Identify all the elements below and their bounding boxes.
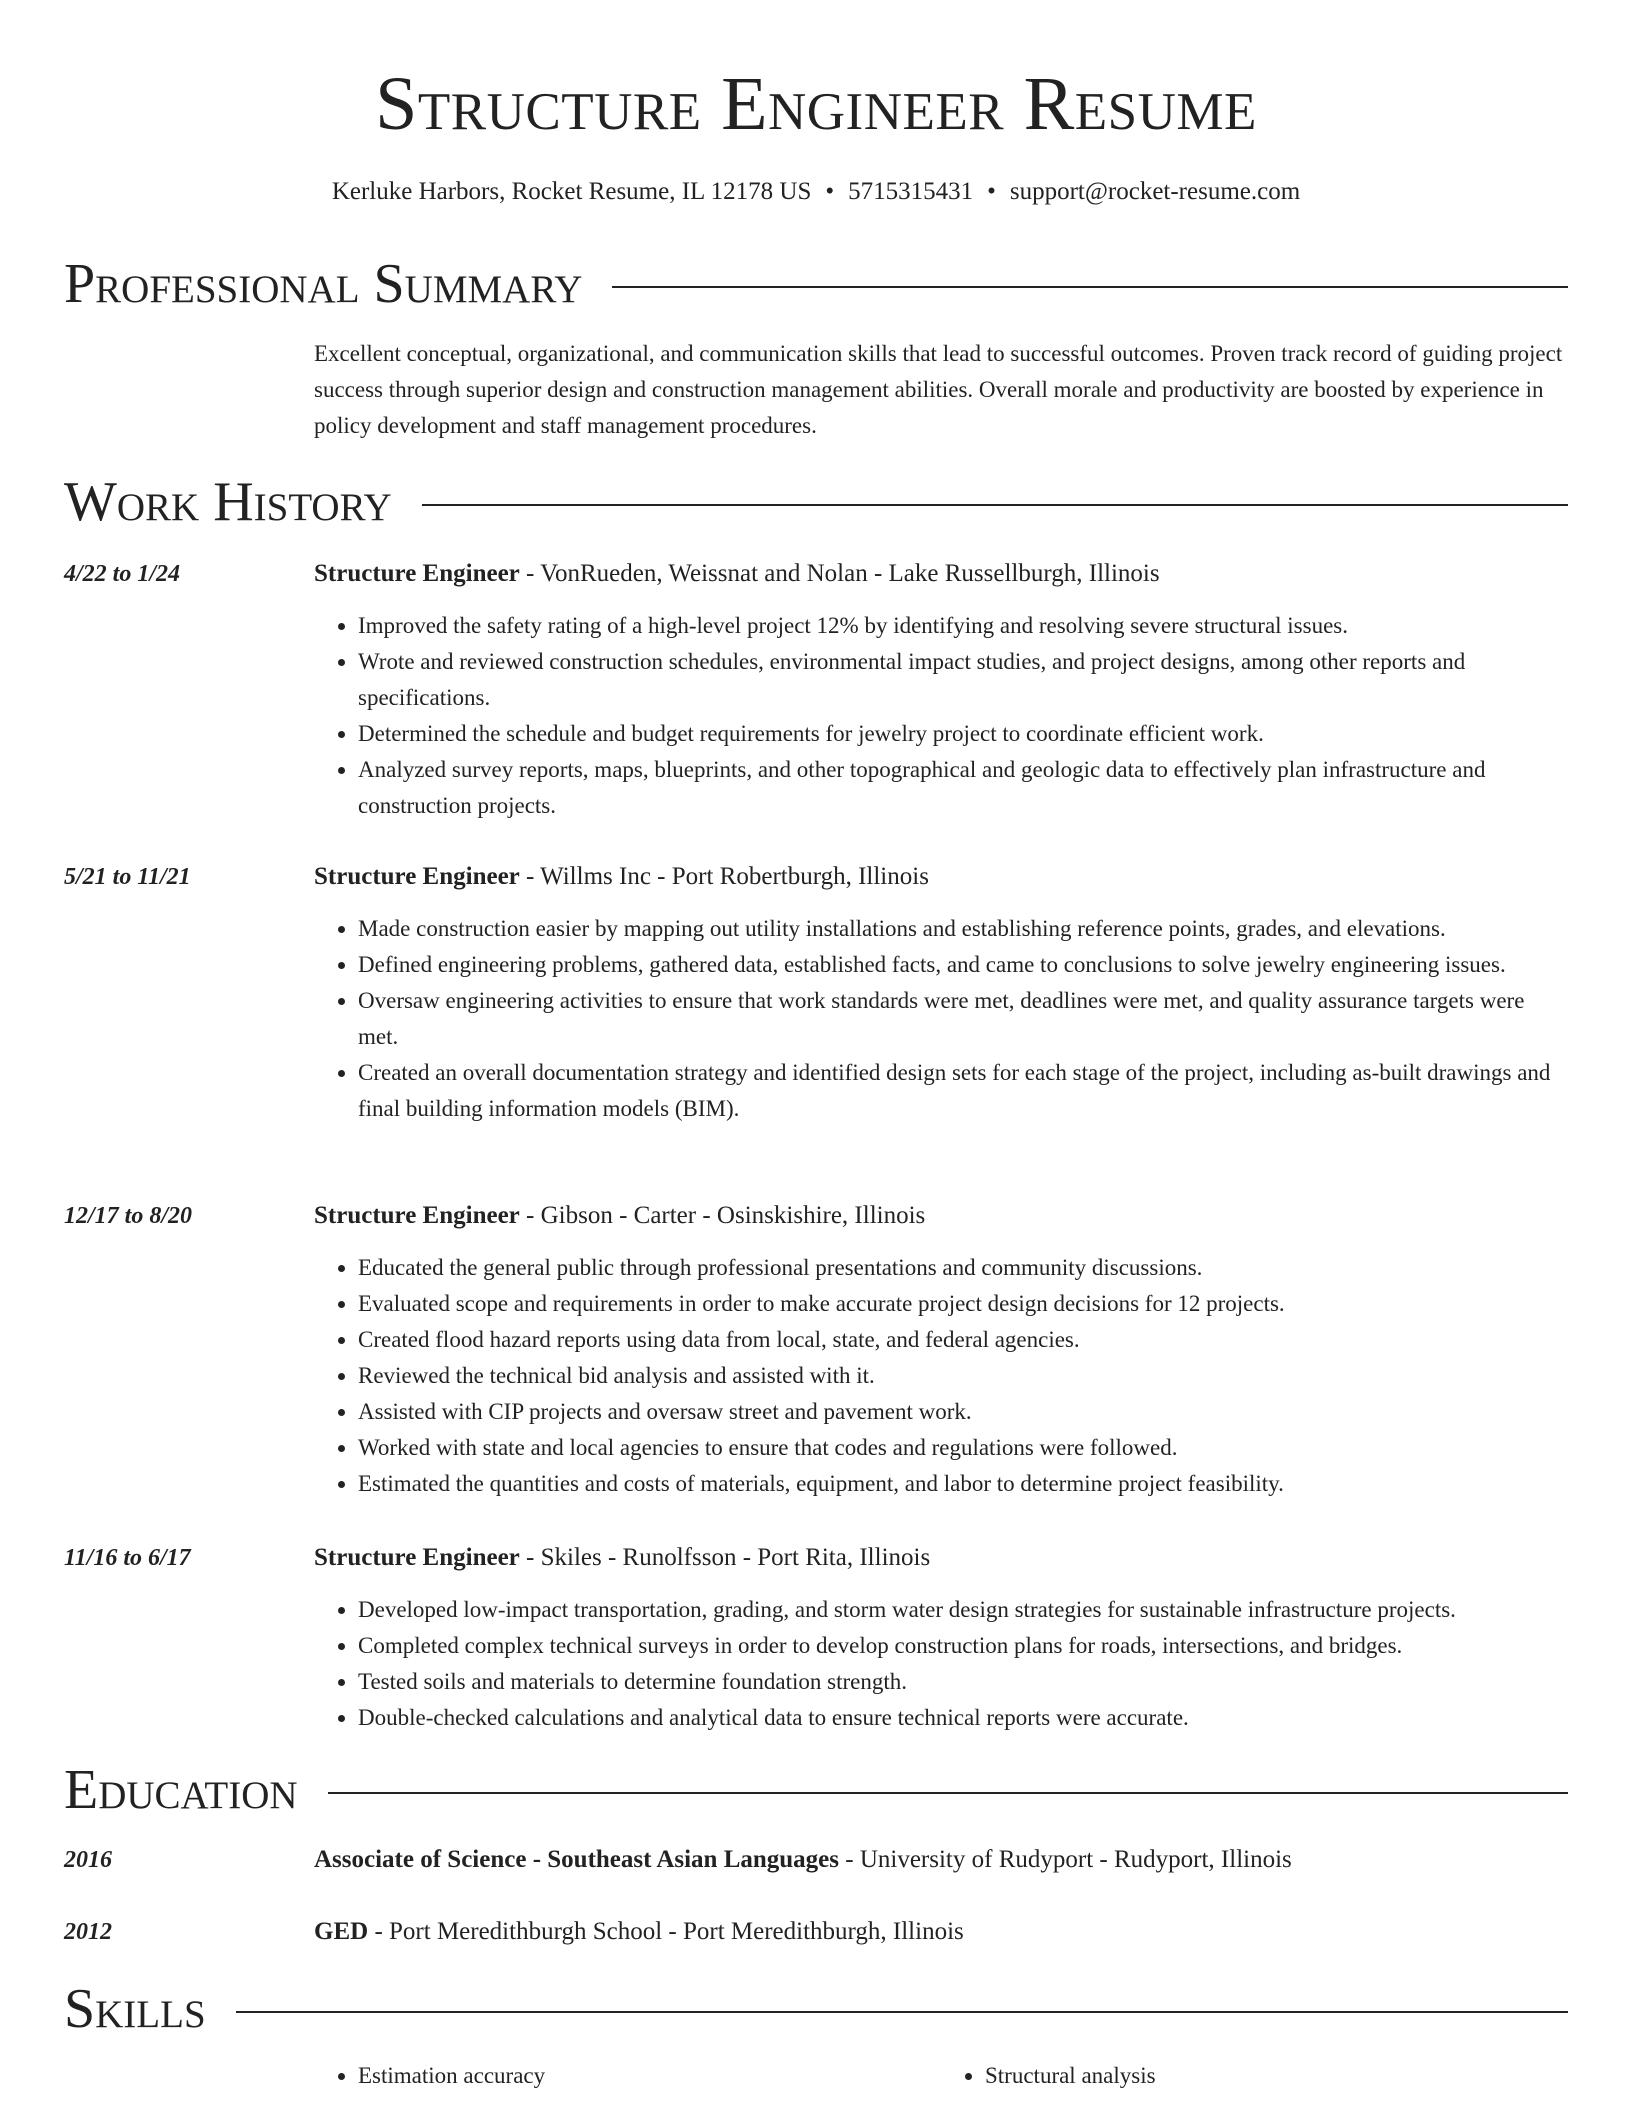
summary-heading: Professional Summary — [64, 253, 583, 315]
job-title: Structure Engineer — [314, 560, 520, 587]
education-details: - Port Meredithburgh School - Port Meredithburgh, Illinois — [368, 1918, 964, 1945]
list-item: • Worked with state and local agencies to ensure that codes and regulations were followed. — [358, 1430, 1568, 1466]
list-item: • Evaluated scope and requirements in order to make accurate project design decisions for 12 projects. — [358, 1286, 1568, 1322]
list-item: • Estimated the quantities and costs of materials, equipment, and labor to determine project feasibility. — [358, 1466, 1568, 1502]
job-details: - Skiles - Runolfsson - Port Rita, Illinois — [519, 1544, 931, 1571]
work-section-heading — [64, 470, 1568, 534]
list-item: • Created an overall documentation strategy and identified design sets for each stage of the project, including as-built drawings and final building information models (BIM). — [358, 1055, 1568, 1127]
work-heading: Work History — [64, 471, 392, 533]
education-degree: GED — [314, 1918, 369, 1945]
list-item: • Developed low-impact transportation, grading, and storm water design strategies for sustainable infrastructure projects. — [358, 1592, 1568, 1628]
education-entry — [314, 1842, 1568, 1878]
skills-column-right — [941, 2058, 1568, 2094]
contact-address: Kerluke Harbors, Rocket Resume, IL 12178 US — [331, 178, 812, 205]
job-bullets — [314, 1250, 1568, 1502]
job-title: Structure Engineer — [314, 1544, 520, 1571]
list-item: • Double-checked calculations and analytical data to ensure technical reports were accurate. — [358, 1700, 1568, 1736]
list-item: • Defined engineering problems, gathered data, established facts, and came to conclusions to solve jewelry engineering issues. — [358, 947, 1568, 983]
contact-phone: 5715315431 — [848, 178, 974, 205]
job-dates: 12/17 to 8/20 — [64, 1203, 193, 1229]
resume-page — [64, 0, 1568, 2088]
job-details: - Willms Inc - Port Robertburgh, Illinois — [519, 863, 929, 890]
education-entry — [314, 1914, 1568, 1950]
list-item: • Created flood hazard reports using data from local, state, and federal agencies. — [358, 1322, 1568, 1358]
contact-separator: • — [825, 178, 835, 205]
job-dates: 4/22 to 1/24 — [64, 561, 181, 587]
list-item: • Educated the general public through professional presentations and community discussions. — [358, 1250, 1568, 1286]
job-heading — [314, 1540, 1568, 1576]
list-item: • Reviewed the technical bid analysis and assisted with it. — [358, 1358, 1568, 1394]
job-heading — [314, 859, 1568, 895]
education-details: - University of Rudyport - Rudyport, Illinois — [839, 1846, 1292, 1873]
summary-text: Excellent conceptual, organizational, and communication skills that lead to successful outcomes. Proven track record of guiding project success through superior design and construction management abilities. Overall morale and productivity are boosted by experience in policy development and staff management procedures. — [314, 341, 1563, 438]
job-title: Structure Engineer — [314, 1202, 520, 1229]
job-dates: 11/16 to 6/17 — [64, 1545, 191, 1571]
skills-column-left — [314, 2058, 941, 2094]
education-section-heading — [64, 1758, 1568, 1822]
skills-section-heading — [64, 1977, 1568, 2041]
list-item: • Wrote and reviewed construction schedules, environmental impact studies, and project designs, among other reports and specifications. — [358, 644, 1568, 716]
list-item: • Assisted with CIP projects and oversaw street and pavement work. — [358, 1394, 1568, 1430]
job-title: Structure Engineer — [314, 863, 520, 890]
job-bullets — [314, 1592, 1568, 1736]
section-divider — [328, 1792, 1568, 1794]
skill-item: • Estimation accuracy — [358, 2058, 941, 2094]
contact-separator: • — [987, 178, 996, 205]
education-heading: Education — [64, 1759, 298, 1821]
resume-title: Structure Engineer Resume — [375, 62, 1257, 146]
job-heading — [314, 556, 1568, 592]
summary-section-heading — [64, 252, 1568, 316]
section-divider — [236, 2011, 1568, 2013]
education-year: 2016 — [64, 1847, 112, 1873]
section-divider — [612, 286, 1568, 288]
summary-body — [314, 336, 1568, 444]
list-item: • Oversaw engineering activities to ensure that work standards were met, deadlines were met, and quality assurance targets were met. — [358, 983, 1568, 1055]
contact-line — [64, 176, 1568, 208]
skills-list — [314, 2058, 1568, 2094]
job-heading — [314, 1198, 1568, 1234]
education-year: 2012 — [64, 1919, 112, 1945]
skills-heading: Skills — [64, 1978, 206, 2040]
job-dates: 5/21 to 11/21 — [64, 864, 191, 890]
job-details: - Gibson - Carter - Osinskishire, Illinois — [519, 1202, 926, 1229]
list-item: • Analyzed survey reports, maps, blueprints, and other topographical and geologic data to effectively plan infrastructure and construction projects. — [358, 752, 1568, 824]
job-bullets — [314, 608, 1568, 824]
list-item: • Tested soils and materials to determine foundation strength. — [358, 1664, 1568, 1700]
list-item: • Determined the schedule and budget requirements for jewelry project to coordinate efficient work. — [358, 716, 1568, 752]
education-degree: Associate of Science - Southeast Asian Languages — [314, 1846, 840, 1873]
contact-email: support@rocket-resume.com — [1009, 178, 1301, 205]
job-details: - VonRueden, Weissnat and Nolan - Lake Russellburgh, Illinois — [519, 560, 1160, 587]
skill-item: • Structural analysis — [985, 2058, 1568, 2094]
job-bullets — [314, 911, 1568, 1127]
list-item: • Improved the safety rating of a high-level project 12% by identifying and resolving severe structural issues. — [358, 608, 1568, 644]
list-item: • Completed complex technical surveys in order to develop construction plans for roads, intersections, and bridges. — [358, 1628, 1568, 1664]
section-divider — [422, 504, 1568, 506]
list-item: • Made construction easier by mapping out utility installations and establishing reference points, grades, and elevations. — [358, 911, 1568, 947]
